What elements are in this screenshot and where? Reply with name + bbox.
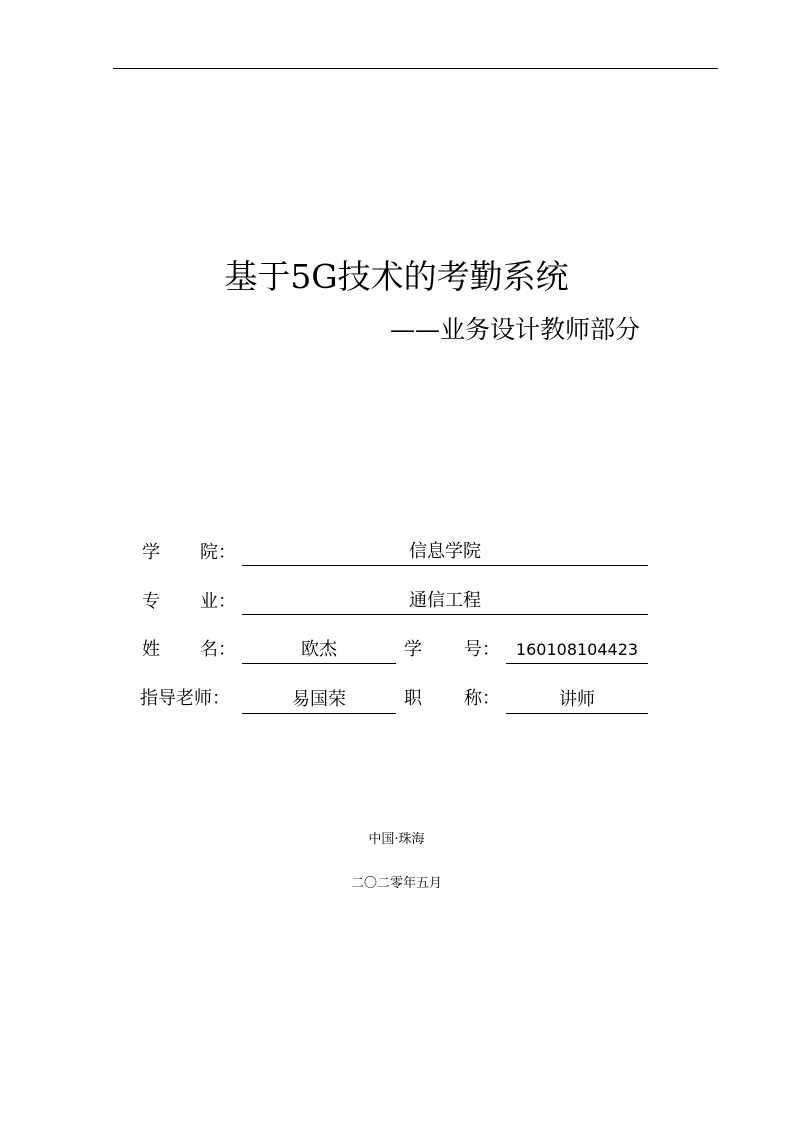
student-name-value: 欧杰 <box>242 637 396 664</box>
footer-location: 中国·珠海 <box>368 832 425 847</box>
college-label-part-1: 学 <box>142 542 160 563</box>
name-label-part-2: 名： <box>200 639 236 660</box>
document-subtitle: ——业务设计教师部分 <box>390 315 641 344</box>
document-title: 基于5G技术的考勤系统 <box>224 257 569 296</box>
title-rank-label-part-2: 称： <box>464 688 500 709</box>
student-id-label-part-1: 学 <box>404 639 422 660</box>
name-label-part-1: 姓 <box>142 639 160 660</box>
college-value: 信息学院 <box>242 539 648 566</box>
title-rank-label-part-1: 职 <box>404 688 422 709</box>
student-id-label-part-2: 号： <box>464 639 500 660</box>
major-label-part-1: 专 <box>142 591 160 612</box>
title-rank-value: 讲师 <box>506 687 648 714</box>
advisor-value: 易国荣 <box>242 687 396 714</box>
major-label-part-2: 业： <box>200 591 236 612</box>
major-value: 通信工程 <box>242 588 648 615</box>
student-id-value: 160108104423 <box>506 637 648 664</box>
advisor-label: 指导老师： <box>140 688 230 709</box>
footer-date: 二〇二零年五月 <box>350 876 442 891</box>
header-rule <box>113 68 718 69</box>
college-label-part-2: 院： <box>200 542 236 563</box>
